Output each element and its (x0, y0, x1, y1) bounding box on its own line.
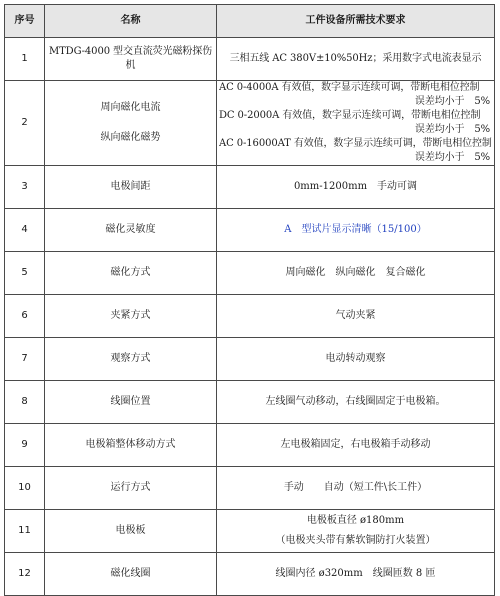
header-name: 名称 (45, 5, 217, 38)
row-number: 3 (5, 166, 45, 209)
table-row (5, 81, 495, 166)
requirement-line: DC 0-2000A 有效值，数字显示连续可调，带断电相位控制 (219, 110, 481, 121)
spec-table (4, 4, 495, 596)
row-requirement: 0mm-1200mm 手动可调 (217, 166, 495, 209)
requirement-line: AC 0-4000A 有效值，数字显示连续可调，带断电相位控制 (219, 82, 480, 93)
row-number: 9 (5, 424, 45, 467)
requirement-line: 电极板直径 ø180mm (306, 515, 405, 526)
row-requirement-cell (217, 81, 495, 166)
row-name: 电极板 (45, 510, 217, 553)
row-number: 8 (5, 381, 45, 424)
table-row (5, 38, 495, 81)
row-name: 观察方式 (45, 338, 217, 381)
row-requirement: 电动转动观察 (217, 338, 495, 381)
table-row (5, 295, 495, 338)
requirement-line: 误差均小于 5% (414, 96, 490, 107)
header-row (5, 5, 495, 38)
table-row (5, 424, 495, 467)
row-number: 7 (5, 338, 45, 381)
table-row (5, 553, 495, 596)
row-name: 运行方式 (45, 467, 217, 510)
row-requirement: 左电极箱固定，右电极箱手动移动 (217, 424, 495, 467)
row-number: 5 (5, 252, 45, 295)
row-number: 11 (5, 510, 45, 553)
row-number: 4 (5, 209, 45, 252)
row-number: 12 (5, 553, 45, 596)
row-number: 1 (5, 38, 45, 81)
row-name: 线圈位置 (45, 381, 217, 424)
row-requirement: 手动 自动（短工件\长工件） (217, 467, 495, 510)
row-requirement: 气动夹紧 (217, 295, 495, 338)
row-name: MTDG-4000 型交直流荧光磁粉探伤机 (45, 38, 217, 81)
row-name-cell (45, 81, 217, 166)
row-requirement-cell (217, 510, 495, 553)
table-row (5, 510, 495, 553)
table-row (5, 209, 495, 252)
row-name-line: 周向磁化电流 (100, 102, 161, 113)
row-requirement: A 型试片显示清晰（15/100） (217, 209, 495, 252)
requirement-line: 误差均小于 5% (414, 124, 490, 135)
row-requirement: 左线圈气动移动，右线圈固定于电极箱。 (217, 381, 495, 424)
header-requirements: 工件设备所需技术要求 (217, 5, 495, 38)
table-row (5, 252, 495, 295)
requirement-line: （电极夹头带有紫软铜防打火装置） (275, 535, 436, 546)
requirement-line: 误差均小于 5% (414, 152, 490, 163)
table-row (5, 467, 495, 510)
table-row (5, 381, 495, 424)
header-number: 序号 (5, 5, 45, 38)
row-number: 10 (5, 467, 45, 510)
row-name: 夹紧方式 (45, 295, 217, 338)
row-name: 磁化灵敏度 (45, 209, 217, 252)
row-requirement: 三相五线 AC 380V±10%50Hz；采用数字式电流表显示 (217, 38, 495, 81)
row-number: 2 (5, 81, 45, 166)
row-requirement: 周向磁化 纵向磁化 复合磁化 (217, 252, 495, 295)
row-requirement: 线圈内径 ø320mm 线圈匝数 8 匝 (217, 553, 495, 596)
table-row (5, 166, 495, 209)
row-name: 磁化方式 (45, 252, 217, 295)
row-name: 电极间距 (45, 166, 217, 209)
requirement-line: AC 0-16000AT 有效值，数字显示连续可调，带断电相位控制 (219, 138, 492, 149)
row-number: 6 (5, 295, 45, 338)
row-name-line: 纵向磁化磁势 (100, 132, 161, 143)
table-row (5, 338, 495, 381)
row-name: 电极箱整体移动方式 (45, 424, 217, 467)
row-name: 磁化线圈 (45, 553, 217, 596)
